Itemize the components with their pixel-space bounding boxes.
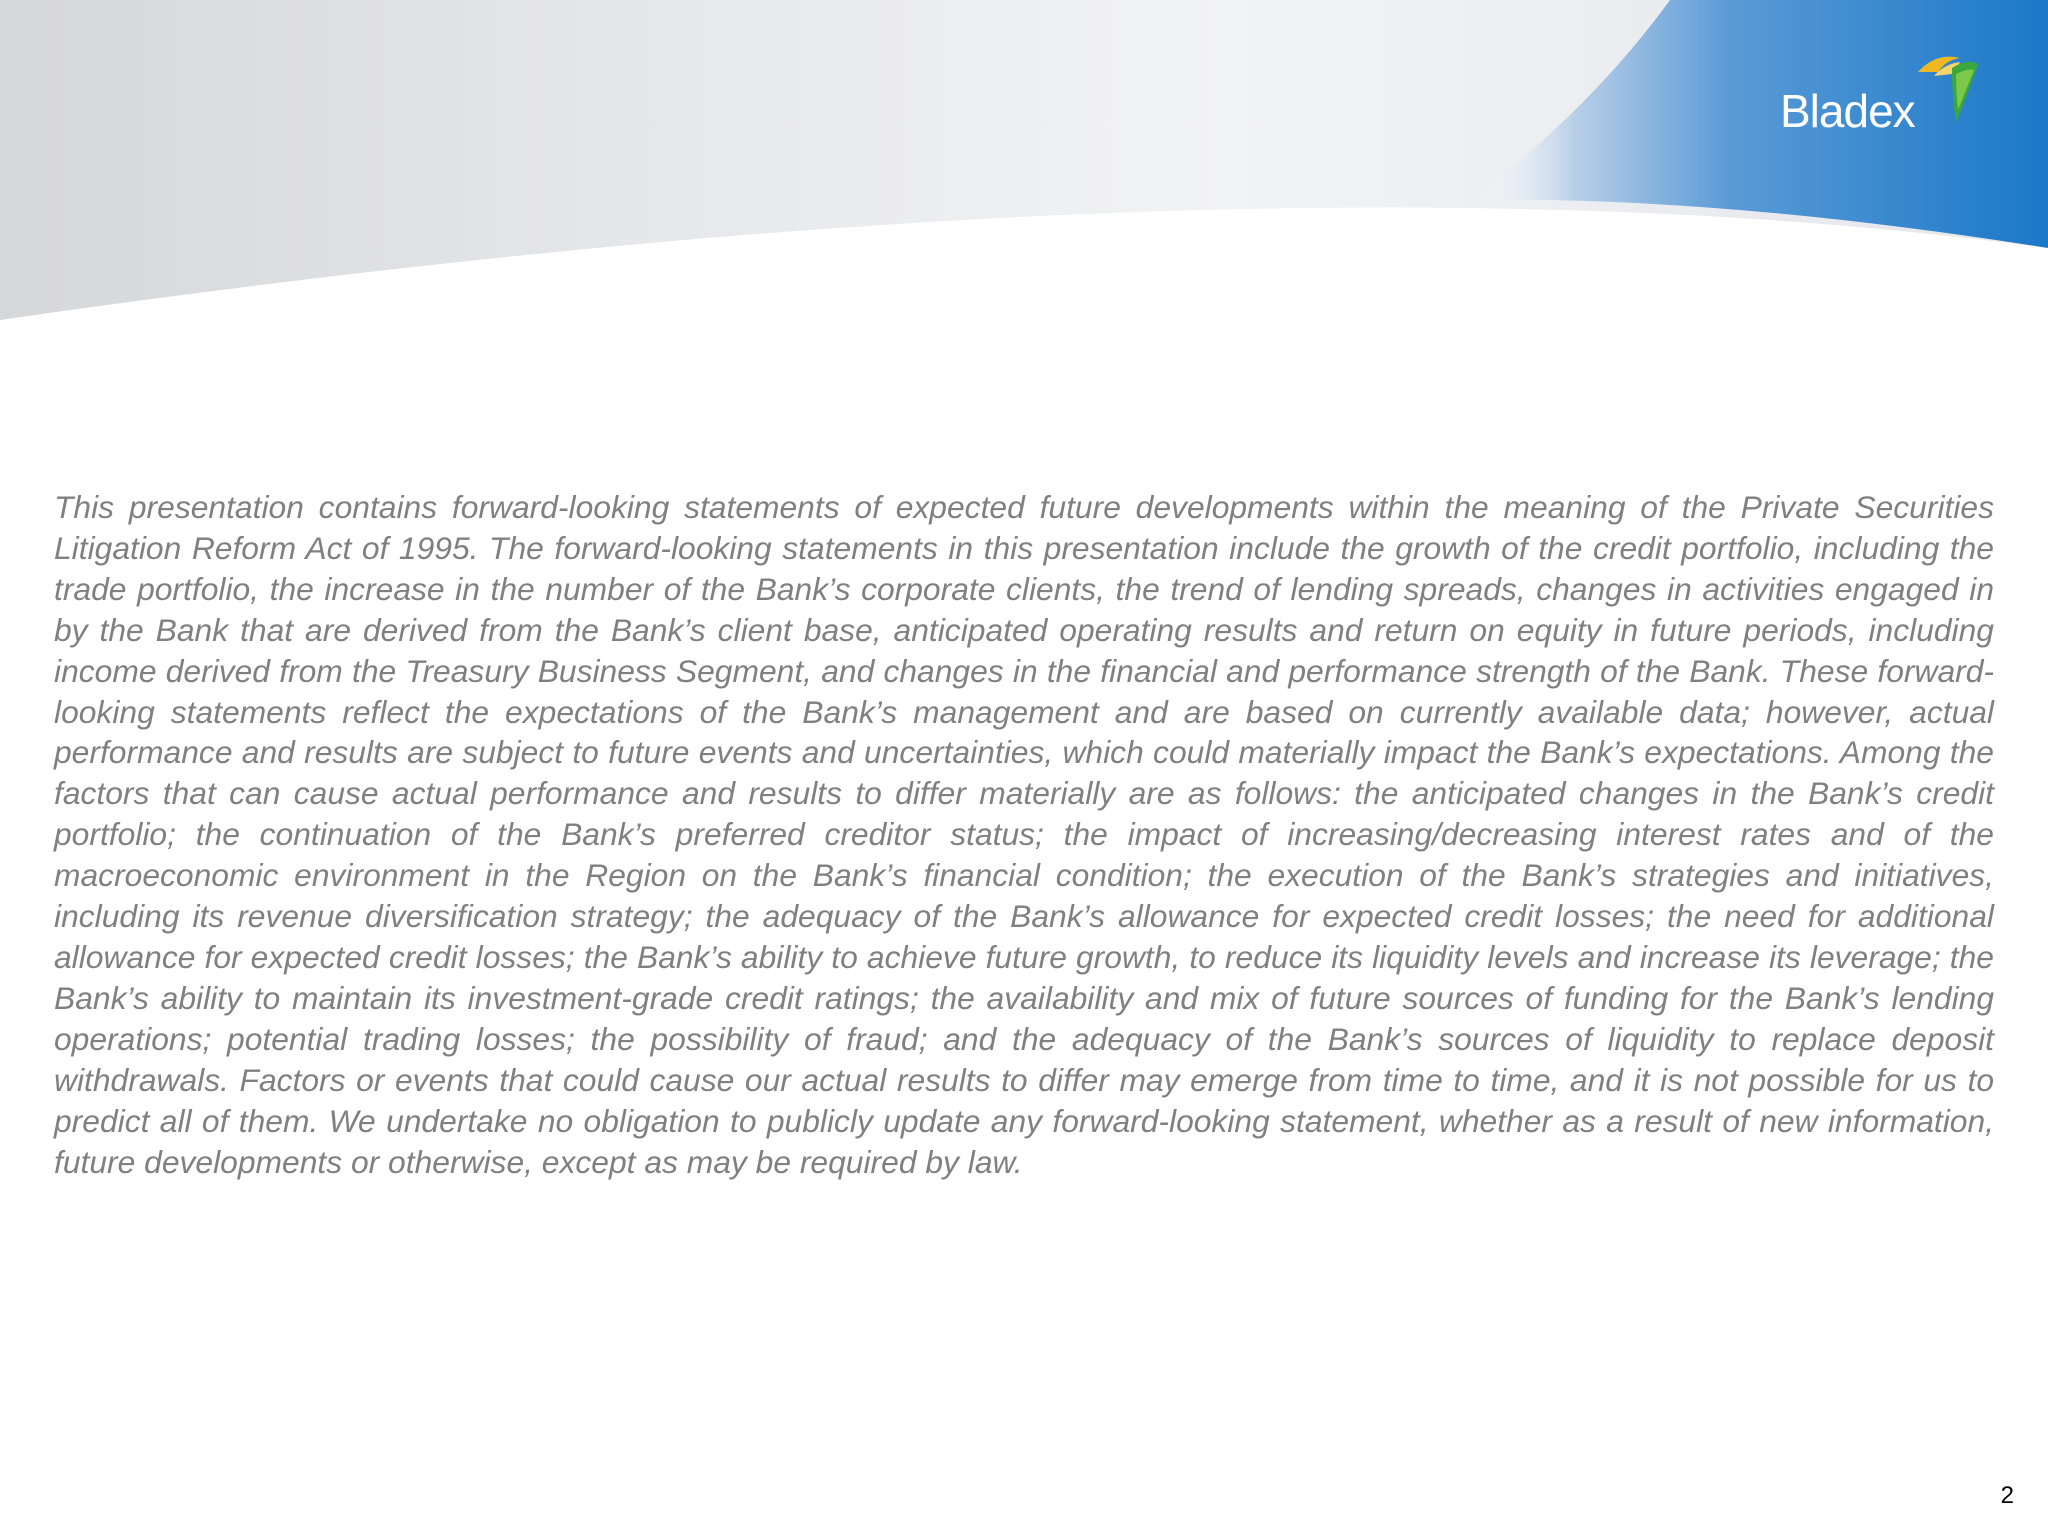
page-number: 2 (2000, 1482, 2014, 1509)
bladex-bird-icon (1916, 50, 1980, 126)
logo-wordmark: Bladex (1780, 85, 1915, 137)
forward-looking-statement-disclaimer: This presentation contains forward-looking statements of expected future developments within the meaning of the Private Securities Litigation Reform Act of 1995. The forward-looking statements in this presentation include the growth of the credit portfolio, including the trade portfolio, the increase in the number of the Bank’s corporate clients, the trend of lending spreads, changes in activities engaged in by the Bank that are derived from the Bank’s client base, anticipated operating results and return on equity in future periods, including income derived from the Treasury Business Segment, and changes in the financial and performance strength of the Bank. These forward-looking statements reflect the expectations of the Bank’s management and are based on currently available data; however, actual performance and results are subject to future events and uncertainties, which could materially impact the Bank’s expectations. Among the factors that can cause actual performance and results to differ materially are as follows: the anticipated changes in the Bank’s credit portfolio; the continuation of the Bank’s preferred creditor status; the impact of increasing/decreasing interest rates and of the macroeconomic environment in the Region on the Bank’s financial condition; the execution of the Bank’s strategies and initiatives, including its revenue diversification strategy; the adequacy of the Bank’s allowance for expected credit losses; the need for additional allowance for expected credit losses; the Bank’s ability to achieve future growth, to reduce its liquidity levels and increase its leverage; the Bank’s ability to maintain its investment-grade credit ratings; the availability and mix of future sources of funding for the Bank’s lending operations; potential trading losses; the possibility of fraud; and the adequacy of the Bank’s sources of liquidity to replace deposit withdrawals. Factors or events that could cause our actual results to differ may emerge from time to time, and it is not possible for us to predict all of them. We undertake no obligation to publicly update any forward-looking statement, whether as a result of new information, future developments or otherwise, except as may be required by law. (54, 489, 1994, 1180)
header-banner (0, 0, 2048, 340)
bladex-logo (1780, 50, 1980, 140)
